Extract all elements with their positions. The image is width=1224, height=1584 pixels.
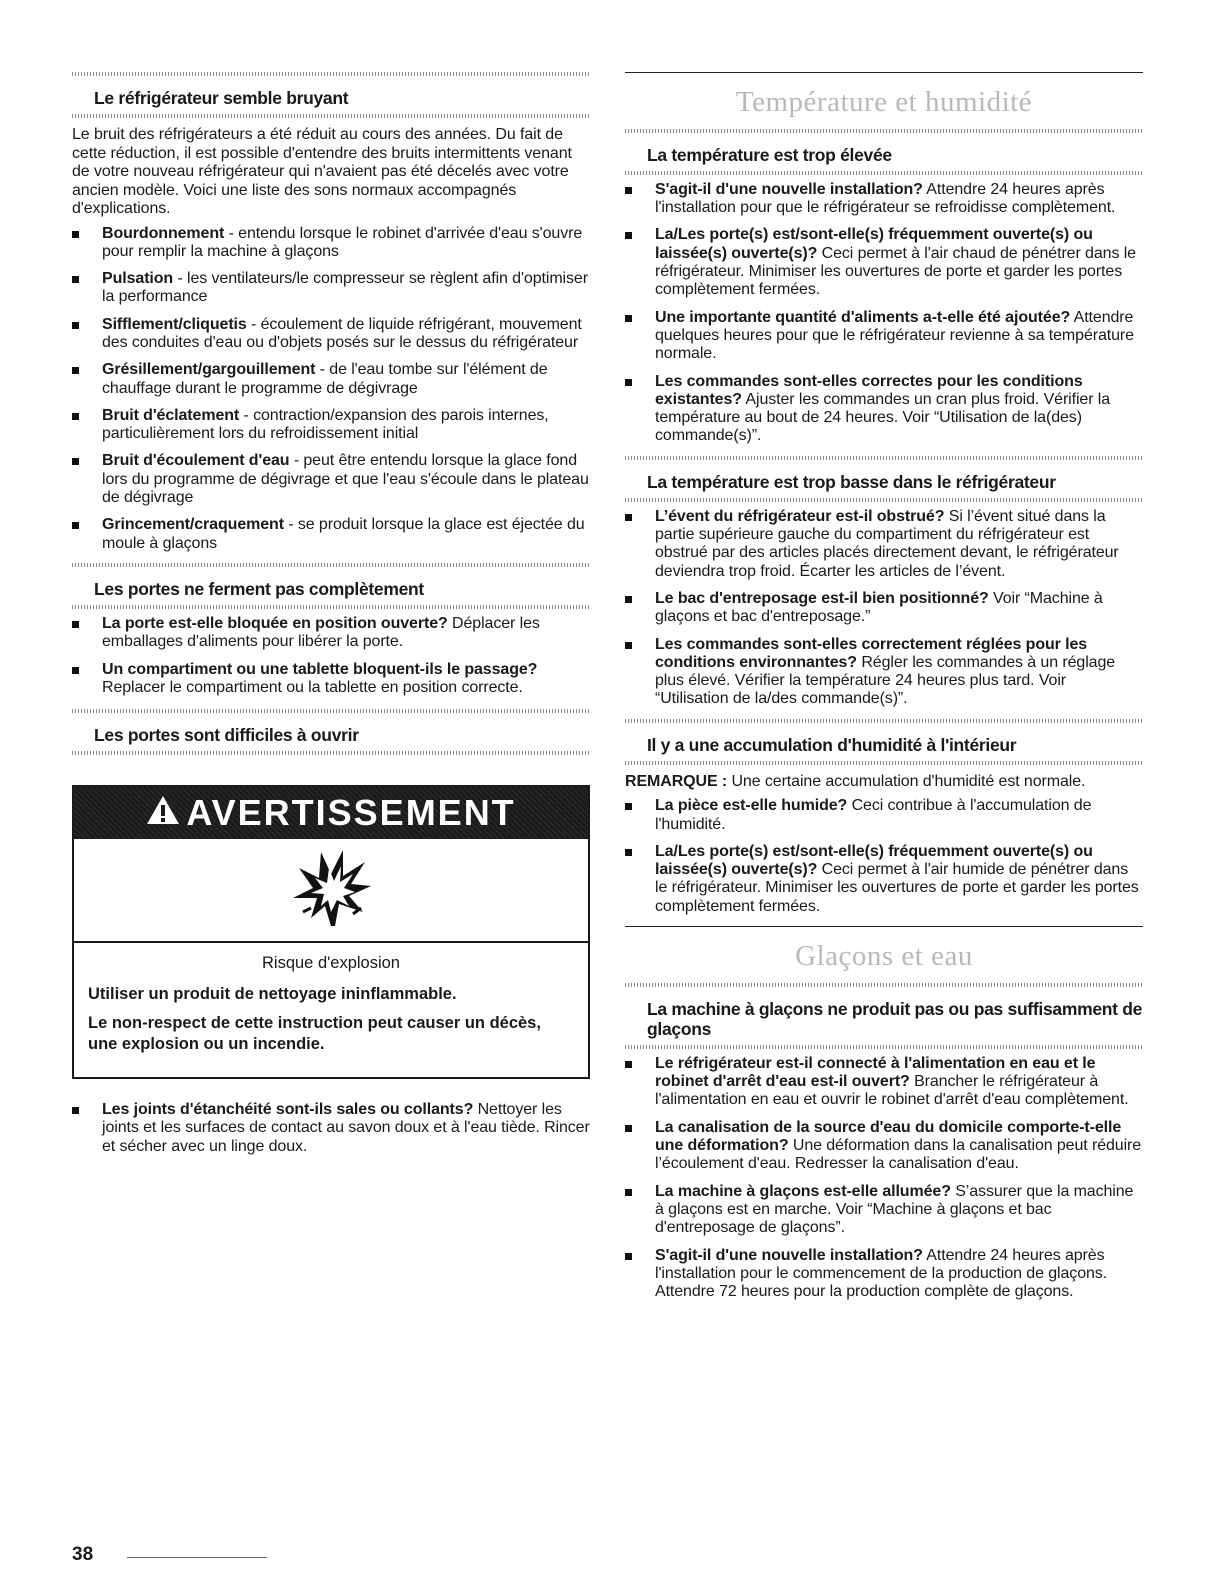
item-lead: Bourdonnement (102, 224, 225, 242)
bullet-icon (625, 849, 632, 856)
item-lead: Un compartiment ou une tablette bloquent-ils le passage? (102, 660, 538, 678)
item-text: - écoulement de liquide réfrigérant, mouvement des conduites d'eau ou d'objets posés sur le dessus du réfrigérateur (102, 315, 582, 351)
subheading-ice-maker: La machine à glaçons ne produit pas ou pas suffisamment de glaçons (647, 998, 1143, 1039)
item-text: - se produit lorsque la glace est éjectée du moule à glaçons (102, 516, 585, 552)
section-title-temperature: Température et humidité (735, 86, 1033, 118)
item-text: Déplacer les emballages d'aliments pour libérer la porte. (102, 614, 540, 651)
list-item (625, 181, 1143, 218)
item-text: Ceci contribue à l'accumulation de l'humidité. (655, 797, 1092, 833)
item-text: Attendre 24 heures après l'installation pour le commencement de la production de glaçons. Attendre 72 heures pour la production complète de glaçons. (655, 1246, 1108, 1301)
warning-text (74, 943, 588, 1077)
item-lead: La/Les porte(s) est/sont-elle(s) fréquemment ouverte(s) ou laissée(s) ouverte(s)? (655, 226, 1093, 262)
list-item (72, 407, 590, 444)
item-lead: La/Les porte(s) est/sont-elle(s) fréquemment ouverte(s) ou laissée(s) ouverte(s)? (655, 842, 1093, 879)
section-rule (625, 1045, 1143, 1049)
item-lead: S'agit-il d'une nouvelle installation? (655, 1246, 923, 1264)
item-lead: Le réfrigérateur est-il connecté à l'alimentation en eau et le robinet d'arrêt d'eau est-il ouvert? (655, 1054, 1096, 1091)
section-rule (625, 72, 1143, 73)
item-text: Replacer le compartiment ou la tablette en position correcte. (102, 678, 523, 696)
bullet-icon (72, 522, 79, 529)
warning-box (72, 785, 590, 1079)
item-lead: La porte est-elle bloquée en position ouverte? (102, 614, 448, 632)
bullet-list (72, 225, 590, 553)
bullet-icon (625, 1253, 632, 1260)
item-lead: La pièce est-elle humide? (655, 797, 848, 815)
item-text: Ceci permet à l'air humide de pénétrer dans le réfrigérateur. Minimiser les ouvertures de porte et garder les portes complètement fermées. (655, 861, 1139, 915)
list-item (625, 797, 1143, 834)
warning-consequence: Le non-respect de cette instruction peut causer un décès, une explosion ou un incendie. (88, 1014, 541, 1054)
item-text: Ceci permet à l'air chaud de pénétrer dans le réfrigérateur. Minimiser les ouvertures de porte et garder les portes complètement fermées. (655, 244, 1136, 299)
item-lead: Bruit d'écoulement d'eau (102, 452, 290, 470)
bullet-list (625, 797, 1143, 916)
section-title-ice: Glaçons et eau (795, 940, 973, 972)
bullet-icon (72, 413, 79, 420)
list-item (625, 373, 1143, 446)
item-lead: Les commandes sont-elles correctes pour les conditions existantes? (655, 372, 1083, 408)
section-rule (72, 114, 590, 118)
bullet-icon (625, 596, 632, 603)
bullet-icon (72, 458, 79, 465)
subheading-doors-open: Les portes sont difficiles à ouvrir (94, 725, 359, 746)
note-paragraph (625, 773, 1143, 792)
item-lead: Le bac d'entreposage est-il bien positionné? (655, 589, 989, 607)
list-item (625, 1247, 1143, 1302)
list-item (72, 661, 590, 698)
list-item (625, 1055, 1143, 1110)
bullet-icon (625, 315, 632, 322)
bullet-icon (625, 1125, 632, 1132)
warning-header (74, 787, 588, 839)
item-text: - les ventilateurs/le compresseur se règlent afin d'optimiser la performance (102, 270, 588, 306)
list-item (625, 843, 1143, 916)
footer-line (127, 1557, 267, 1558)
bullet-list (625, 1055, 1143, 1302)
item-text: Si l’évent situé dans la partie supérieure gauche du compartiment du réfrigérateur est obstrué par des articles placés directement devant, le réfrigérateur deviendra trop froid. Écarter les articles de l’évent. (655, 507, 1119, 580)
list-item (72, 615, 590, 652)
item-text: Une déformation dans la canalisation peut réduire l’écoulement d'eau. Redresser la canalisation d'eau. (655, 1137, 1142, 1173)
bullet-icon (625, 514, 632, 521)
bullet-icon (72, 667, 79, 674)
bullet-icon (625, 187, 632, 194)
bullet-list (625, 508, 1143, 709)
bullet-list (625, 181, 1143, 446)
item-lead: Sifflement/cliquetis (102, 315, 247, 333)
section-rule (625, 926, 1143, 927)
bullet-icon (625, 1189, 632, 1196)
list-item (72, 516, 590, 553)
section-rule (72, 605, 590, 609)
subheading-doors-close: Les portes ne ferment pas complètement (94, 578, 424, 599)
warning-triangle-icon (146, 792, 180, 834)
bullet-icon (625, 803, 632, 810)
warning-title: AVERTISSEMENT (186, 792, 516, 834)
explosion-icon (289, 848, 373, 933)
list-item (72, 225, 590, 262)
list-item (72, 452, 590, 507)
list-item (625, 590, 1143, 627)
note-text: Une certaine accumulation d'humidité est normale. (727, 772, 1086, 790)
list-item (625, 309, 1143, 364)
item-text: Attendre quelques heures pour que le réfrigérateur revienne à sa température normale. (655, 308, 1134, 363)
left-column (72, 72, 590, 1166)
item-text: - peut être entendu lorsque la glace fond lors du programme de dégivrage et que l'eau s'écoule dans le plateau de dégivrage (102, 452, 589, 507)
warning-instruction: Utiliser un produit de nettoyage ininflammable. (88, 985, 457, 1004)
list-item (72, 316, 590, 353)
item-lead: La canalisation de la source d'eau du domicile comporte-t-elle une déformation? (655, 1118, 1122, 1155)
bullet-list (72, 1101, 590, 1156)
item-text: Voir “Machine à glaçons et bac d'entreposage.” (655, 589, 1103, 626)
bullet-icon (72, 231, 79, 238)
right-column (625, 72, 1143, 1311)
item-lead: Grincement/craquement (102, 516, 284, 534)
list-item (72, 361, 590, 398)
section-rule (72, 751, 590, 755)
note-label: REMARQUE : (625, 772, 728, 790)
subheading-temp-high: La température est trop élevée (647, 144, 892, 165)
item-lead: Les joints d'étanchéité sont-ils sales ou collants? (102, 1101, 474, 1119)
item-lead: S'agit-il d'une nouvelle installation? (655, 180, 923, 198)
list-item (72, 1101, 590, 1156)
item-text: Nettoyer les joints et les surfaces de contact au savon doux et à l'eau tiède. Rincer et sécher avec un linge doux. (102, 1101, 590, 1155)
list-item (625, 1183, 1143, 1238)
list-item (625, 226, 1143, 299)
item-text: Attendre 24 heures après l'installation pour que le réfrigérateur se refroidisse complètement. (655, 180, 1116, 217)
item-text: Brancher le réfrigérateur à l'alimentation en eau et ouvrir le robinet d'arrêt d'eau complètement. (655, 1073, 1129, 1109)
section-rule (625, 761, 1143, 765)
warning-risk: Risque d'explosion (262, 954, 400, 973)
page-number: 38 (72, 1544, 94, 1565)
item-lead: La machine à glaçons est-elle allumée? (655, 1182, 951, 1200)
item-lead: Pulsation (102, 270, 174, 288)
item-text: - entendu lorsque le robinet d'arrivée d'eau s'ouvre pour remplir la machine à glaçons (102, 224, 583, 260)
bullet-icon (625, 642, 632, 649)
list-item (625, 636, 1143, 709)
list-item (625, 1119, 1143, 1174)
warning-icon-area (74, 839, 588, 943)
subheading-temp-low: La température est trop basse dans le réfrigérateur (647, 471, 1056, 492)
bullet-icon (625, 232, 632, 239)
subheading-humidity: Il y a une accumulation d'humidité à l'intérieur (647, 734, 1017, 755)
item-text: Régler les commandes à un réglage plus élevé. Vérifier la température 24 heures plus tard. Voir “Utilisation de la/des commande(s)”. (655, 653, 1116, 708)
bullet-list (72, 615, 590, 697)
item-text: S’assurer que la machine à glaçons est en marche. Voir “Machine à glaçons et bac d'entreposage de glaçons”. (655, 1182, 1134, 1237)
item-lead: Bruit d'éclatement (102, 406, 240, 424)
section-rule (625, 498, 1143, 502)
item-lead: Une importante quantité d'aliments a-t-elle été ajoutée? (655, 308, 1071, 326)
intro-paragraph: Le bruit des réfrigérateurs a été réduit au cours des années. Du fait de cette réduction, il est possible d'entendre des bruits intermittents venant de votre nouveau réfrigérateur qui n'avaient pas été décelés avec votre ancien modèle. Voici une liste des sons normaux accompagnés d'explications. (72, 126, 572, 217)
item-text: - de l'eau tombe sur l'élément de chauffage durant le programme de dégivrage (102, 361, 548, 397)
bullet-icon (72, 276, 79, 283)
subheading-noisy: Le réfrigérateur semble bruyant (94, 88, 349, 108)
bullet-icon (72, 367, 79, 374)
bullet-icon (72, 621, 79, 628)
item-lead: Grésillement/gargouillement (102, 361, 316, 379)
bullet-icon (625, 1061, 632, 1068)
list-item (72, 270, 590, 307)
item-lead: Les commandes sont-elles correctement réglées pour les conditions environnantes? (655, 635, 1088, 671)
bullet-icon (625, 379, 632, 386)
section-rule (625, 171, 1143, 175)
list-item (625, 508, 1143, 581)
item-text: - contraction/expansion des parois internes, particulièrement lors du refroidissement initial (102, 406, 549, 443)
item-text: Ajuster les commandes un cran plus froid. Vérifier la température au bout de 24 heures. Voir “Utilisation de la(des) commande(s)”. (655, 390, 1111, 445)
item-lead: L’évent du réfrigérateur est-il obstrué? (655, 507, 945, 525)
bullet-icon (72, 322, 79, 329)
bullet-icon (72, 1107, 79, 1114)
